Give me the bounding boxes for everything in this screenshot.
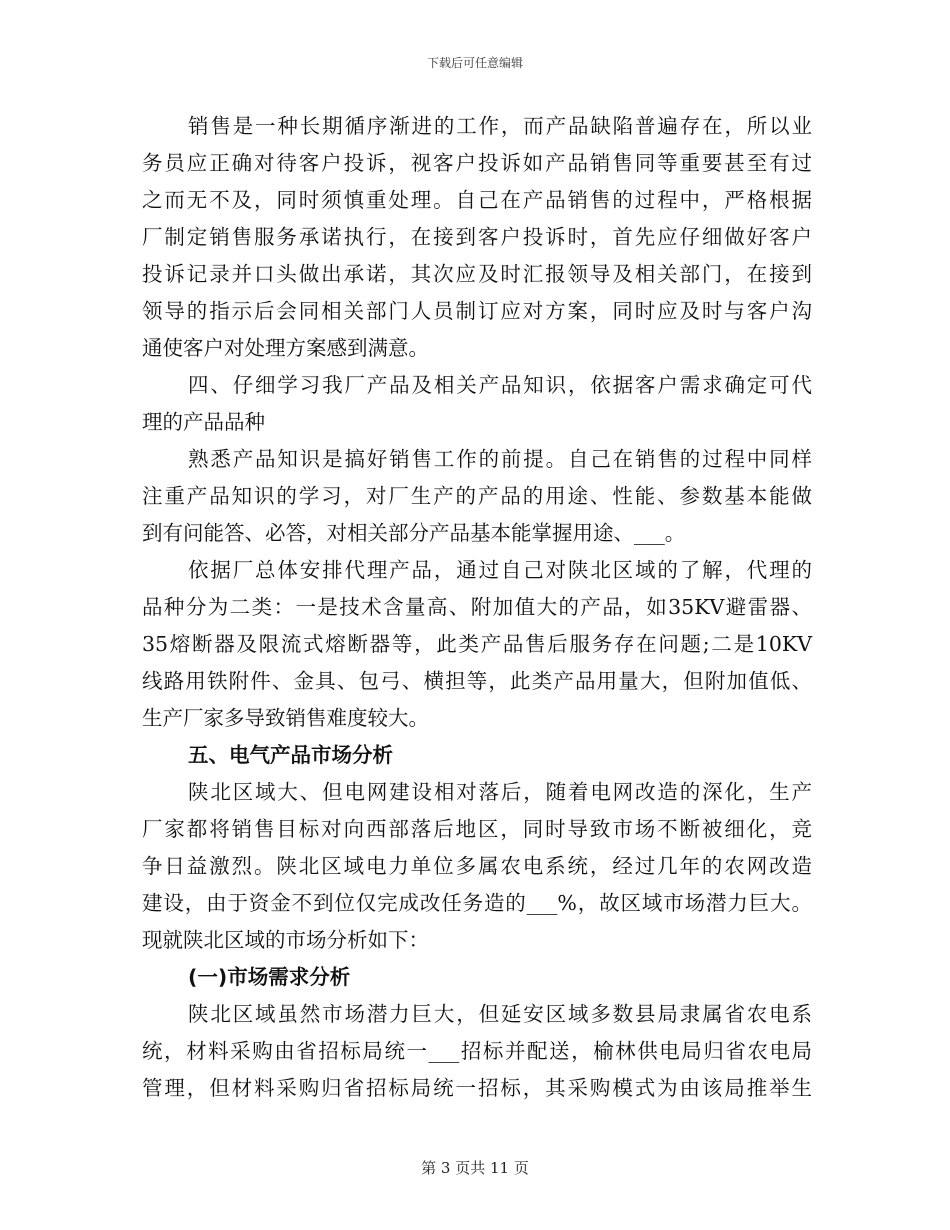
- text-line: 现就陕北区域的市场分析如下：: [142, 928, 429, 952]
- text-line: 建设，由于资金不到位仅完成改任务造的___%，故区域市场潜力巨大。: [142, 891, 812, 915]
- page-footer: 第 3 页共 11 页: [421, 1159, 529, 1177]
- page-header: 下载后可任意编辑: [426, 56, 523, 70]
- text-line: 品种分为二类：一是技术含量高、附加值大的产品，如35KV避雷器、: [142, 595, 812, 619]
- text-line: 线路用铁附件、金具、包弓、横担等，此类产品用量大，但附加值低、: [142, 669, 812, 693]
- text-line: 领导的指示后会同相关部门人员制订应对方案，同时应及时与客户沟: [142, 299, 812, 323]
- text-line: 投诉记录并口头做出承诺，其次应及时汇报领导及相关部门，在接到: [142, 262, 812, 286]
- text-line: 厂家都将销售目标对向西部落后地区，同时导致市场不断被细化，竞: [142, 817, 812, 841]
- text-line: 厂制定销售服务承诺执行，在接到客户投诉时，首先应仔细做好客户: [142, 225, 812, 249]
- text-line: 通使客户对处理方案感到满意。: [142, 336, 429, 360]
- text-line: 销售是一种长期循序渐进的工作，而产品缺陷普遍存在，所以业: [188, 114, 812, 138]
- section-heading: 五、电气产品市场分析: [188, 743, 393, 767]
- text-line: 35熔断器及限流式熔断器等，此类产品售后服务存在问题;二是10KV: [142, 632, 812, 656]
- text-line: 理的产品品种: [142, 410, 265, 434]
- text-line: 陕北区域大、但电网建设相对落后，随着电网改造的深化，生产: [188, 780, 812, 804]
- text-line: 熟悉产品知识是搞好销售工作的前提。自己在销售的过程中同样: [188, 447, 812, 471]
- document-body: [142, 108, 812, 1107]
- text-line: 统，材料采购由省招标局统一___招标并配送，榆林供电局归省农电局: [142, 1039, 812, 1063]
- text-line: 务员应正确对待客户投诉，视客户投诉如产品销售同等重要甚至有过: [142, 151, 812, 175]
- text-line: 争日益激烈。陕北区域电力单位多属农电系统，经过几年的农网改造: [142, 854, 812, 878]
- text-line: 注重产品知识的学习，对厂生产的产品的用途、性能、参数基本能做: [142, 484, 812, 508]
- text-line: 生产厂家多导致销售难度较大。: [142, 706, 429, 730]
- text-line: 陕北区域虽然市场潜力巨大，但延安区域多数县局隶属省农电系: [188, 1002, 812, 1026]
- text-line: 管理，但材料采购归省招标局统一招标，其采购模式为由该局推举生: [142, 1076, 812, 1100]
- text-line: 依据厂总体安排代理产品，通过自己对陕北区域的了解，代理的: [188, 558, 812, 582]
- text-line: 到有问能答、必答，对相关部分产品基本能掌握用途、___。: [142, 521, 686, 545]
- section-heading: (一)市场需求分析: [188, 965, 351, 989]
- text-line: 之而无不及，同时须慎重处理。自己在产品销售的过程中，严格根据: [142, 188, 812, 212]
- text-line: 四、仔细学习我厂产品及相关产品知识，依据客户需求确定可代: [188, 373, 812, 397]
